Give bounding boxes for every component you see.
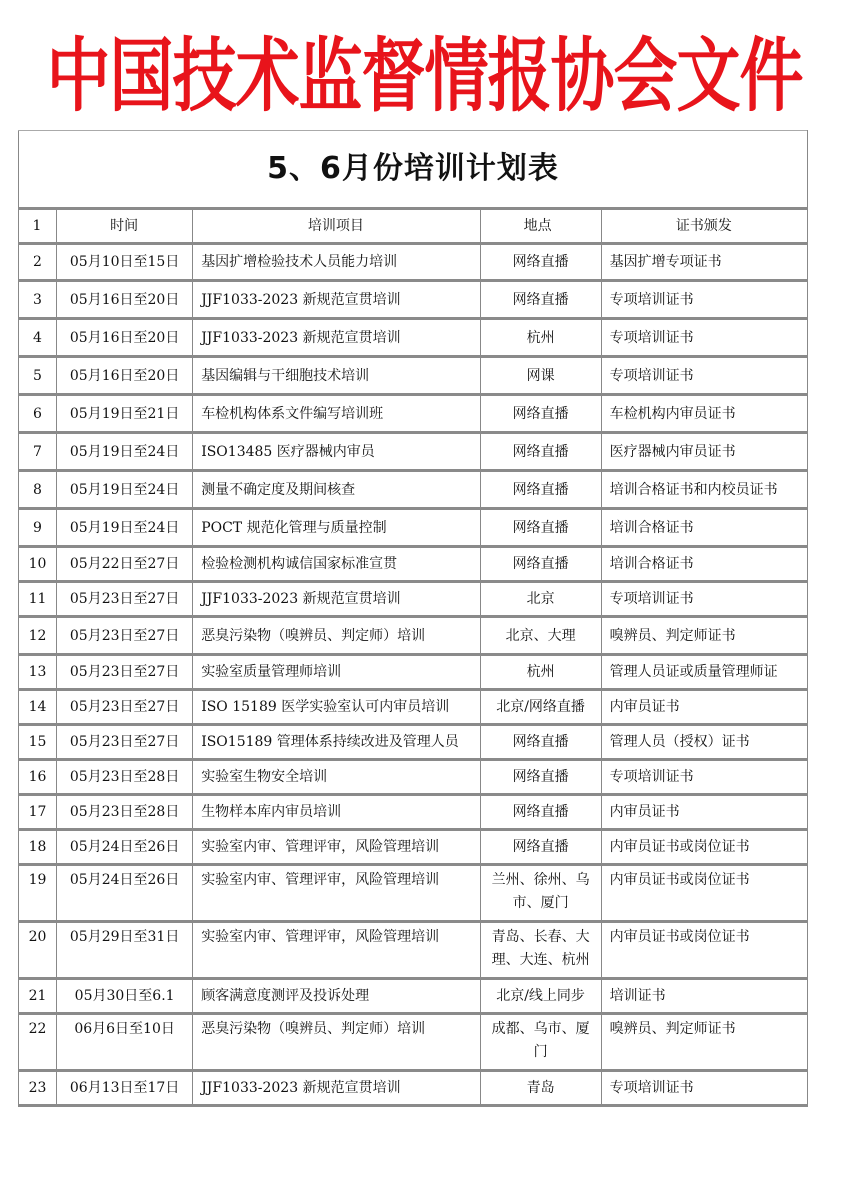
row-date: 06月13日至17日 [57, 1071, 193, 1106]
row-number: 5 [19, 357, 57, 395]
row-date: 05月22日至27日 [57, 547, 193, 582]
row-date: 05月30日至6.1 [57, 979, 193, 1014]
document-header-title: 中国技术监督情报协会文件 [46, 30, 803, 124]
row-location: 北京、大理 [480, 617, 601, 655]
table-row [19, 795, 808, 830]
row-project: 检验检测机构诚信国家标准宣贯 [193, 547, 480, 582]
row-number: 14 [19, 690, 57, 725]
row-date: 05月19日至21日 [57, 395, 193, 433]
row-date: 05月19日至24日 [57, 433, 193, 471]
row-location: 网络直播 [480, 395, 601, 433]
row-certificate: 嗅辨员、判定师证书 [601, 1014, 807, 1071]
row-project: ISO13485 医疗器械内审员 [193, 433, 480, 471]
row-number: 15 [19, 725, 57, 760]
row-certificate: 培训合格证书 [601, 509, 807, 547]
row-location: 网络直播 [480, 725, 601, 760]
row-project: 恶臭污染物（嗅辨员、判定师）培训 [193, 617, 480, 655]
row-date: 05月24日至26日 [57, 830, 193, 865]
row-certificate: 培训合格证书 [601, 547, 807, 582]
table-row [19, 760, 808, 795]
row-certificate: 基因扩增专项证书 [601, 244, 807, 281]
row-location: 杭州 [480, 319, 601, 357]
row-date: 05月16日至20日 [57, 319, 193, 357]
row-number: 8 [19, 471, 57, 509]
row-project: 实验室质量管理师培训 [193, 655, 480, 690]
row-date: 05月16日至20日 [57, 357, 193, 395]
row-date: 06月6日至10日 [57, 1014, 193, 1071]
row-project: 实验室生物安全培训 [193, 760, 480, 795]
column-header-project: 培训项目 [193, 209, 480, 244]
table-row [19, 319, 808, 357]
row-number: 2 [19, 244, 57, 281]
column-header-location: 地点 [480, 209, 601, 244]
row-project: JJF1033-2023 新规范宣贯培训 [193, 281, 480, 319]
row-number: 22 [19, 1014, 57, 1071]
table-row [19, 582, 808, 617]
row-date: 05月29日至31日 [57, 922, 193, 979]
row-number: 9 [19, 509, 57, 547]
table-row [19, 1071, 808, 1106]
table-row [19, 357, 808, 395]
row-number: 3 [19, 281, 57, 319]
row-certificate: 内审员证书或岗位证书 [601, 922, 807, 979]
row-certificate: 车检机构内审员证书 [601, 395, 807, 433]
row-date: 05月23日至27日 [57, 617, 193, 655]
row-project: JJF1033-2023 新规范宣贯培训 [193, 319, 480, 357]
row-number: 19 [19, 865, 57, 922]
row-project: 基因编辑与干细胞技术培训 [193, 357, 480, 395]
row-number: 4 [19, 319, 57, 357]
row-date: 05月10日至15日 [57, 244, 193, 281]
table-title: 5、6月份培训计划表 [19, 131, 808, 209]
row-certificate: 嗅辨员、判定师证书 [601, 617, 807, 655]
row-date: 05月23日至28日 [57, 795, 193, 830]
row-location: 网课 [480, 357, 601, 395]
row-location: 网络直播 [480, 760, 601, 795]
row-location: 网络直播 [480, 244, 601, 281]
row-location: 网络直播 [480, 471, 601, 509]
table-row [19, 547, 808, 582]
row-date: 05月24日至26日 [57, 865, 193, 922]
row-certificate: 培训证书 [601, 979, 807, 1014]
row-location: 杭州 [480, 655, 601, 690]
row-location: 网络直播 [480, 795, 601, 830]
table-header-row [19, 209, 808, 244]
row-location: 北京/线上同步 [480, 979, 601, 1014]
row-certificate: 医疗器械内审员证书 [601, 433, 807, 471]
row-date: 05月19日至24日 [57, 509, 193, 547]
table-row [19, 433, 808, 471]
row-project: JJF1033-2023 新规范宣贯培训 [193, 582, 480, 617]
row-location: 网络直播 [480, 830, 601, 865]
row-number: 18 [19, 830, 57, 865]
row-project: 基因扩增检验技术人员能力培训 [193, 244, 480, 281]
row-project: 实验室内审、管理评审，风险管理培训 [193, 830, 480, 865]
row-date: 05月23日至27日 [57, 655, 193, 690]
document-header [0, 22, 849, 132]
row-certificate: 培训合格证书和内校员证书 [601, 471, 807, 509]
table-row [19, 1014, 808, 1071]
row-project: 测量不确定度及期间核查 [193, 471, 480, 509]
row-project: 实验室内审、管理评审，风险管理培训 [193, 922, 480, 979]
row-certificate: 专项培训证书 [601, 1071, 807, 1106]
row-date: 05月19日至24日 [57, 471, 193, 509]
row-certificate: 内审员证书 [601, 795, 807, 830]
table-row [19, 865, 808, 922]
row-location: 成都、乌市、厦门 [480, 1014, 601, 1071]
row-project: 恶臭污染物（嗅辨员、判定师）培训 [193, 1014, 480, 1071]
row-number: 6 [19, 395, 57, 433]
row-certificate: 专项培训证书 [601, 319, 807, 357]
row-certificate: 管理人员证或质量管理师证 [601, 655, 807, 690]
column-header-number: 1 [19, 209, 57, 244]
row-project: JJF1033-2023 新规范宣贯培训 [193, 1071, 480, 1106]
row-location: 北京 [480, 582, 601, 617]
row-location: 兰州、徐州、乌市、厦门 [480, 865, 601, 922]
table-row [19, 830, 808, 865]
row-certificate: 专项培训证书 [601, 582, 807, 617]
row-location: 青岛 [480, 1071, 601, 1106]
row-certificate: 专项培训证书 [601, 357, 807, 395]
table-row [19, 922, 808, 979]
row-date: 05月23日至27日 [57, 582, 193, 617]
row-certificate: 专项培训证书 [601, 281, 807, 319]
table-row [19, 395, 808, 433]
row-project: POCT 规范化管理与质量控制 [193, 509, 480, 547]
row-project: ISO 15189 医学实验室认可内审员培训 [193, 690, 480, 725]
row-certificate: 内审员证书 [601, 690, 807, 725]
row-certificate: 内审员证书或岗位证书 [601, 830, 807, 865]
training-schedule-table [18, 130, 808, 1107]
table-row [19, 471, 808, 509]
row-project: 顾客满意度测评及投诉处理 [193, 979, 480, 1014]
row-number: 10 [19, 547, 57, 582]
row-location: 网络直播 [480, 281, 601, 319]
row-certificate: 管理人员（授权）证书 [601, 725, 807, 760]
table-row [19, 979, 808, 1014]
row-number: 7 [19, 433, 57, 471]
row-number: 23 [19, 1071, 57, 1106]
row-location: 网络直播 [480, 547, 601, 582]
row-number: 16 [19, 760, 57, 795]
row-location: 网络直播 [480, 509, 601, 547]
table-row [19, 244, 808, 281]
row-date: 05月16日至20日 [57, 281, 193, 319]
row-certificate: 专项培训证书 [601, 760, 807, 795]
row-number: 11 [19, 582, 57, 617]
row-project: 车检机构体系文件编写培训班 [193, 395, 480, 433]
row-date: 05月23日至27日 [57, 690, 193, 725]
row-certificate: 内审员证书或岗位证书 [601, 865, 807, 922]
row-project: 生物样本库内审员培训 [193, 795, 480, 830]
row-project: ISO15189 管理体系持续改进及管理人员 [193, 725, 480, 760]
table-row [19, 725, 808, 760]
row-project: 实验室内审、管理评审，风险管理培训 [193, 865, 480, 922]
row-number: 17 [19, 795, 57, 830]
table-row [19, 690, 808, 725]
row-number: 20 [19, 922, 57, 979]
column-header-certificate: 证书颁发 [601, 209, 807, 244]
row-date: 05月23日至27日 [57, 725, 193, 760]
row-location: 网络直播 [480, 433, 601, 471]
table-row [19, 655, 808, 690]
column-header-date: 时间 [57, 209, 193, 244]
row-location: 青岛、长春、大理、大连、杭州 [480, 922, 601, 979]
row-date: 05月23日至28日 [57, 760, 193, 795]
row-number: 21 [19, 979, 57, 1014]
row-number: 13 [19, 655, 57, 690]
table-row [19, 281, 808, 319]
table-row [19, 509, 808, 547]
table-row [19, 617, 808, 655]
row-number: 12 [19, 617, 57, 655]
row-location: 北京/网络直播 [480, 690, 601, 725]
